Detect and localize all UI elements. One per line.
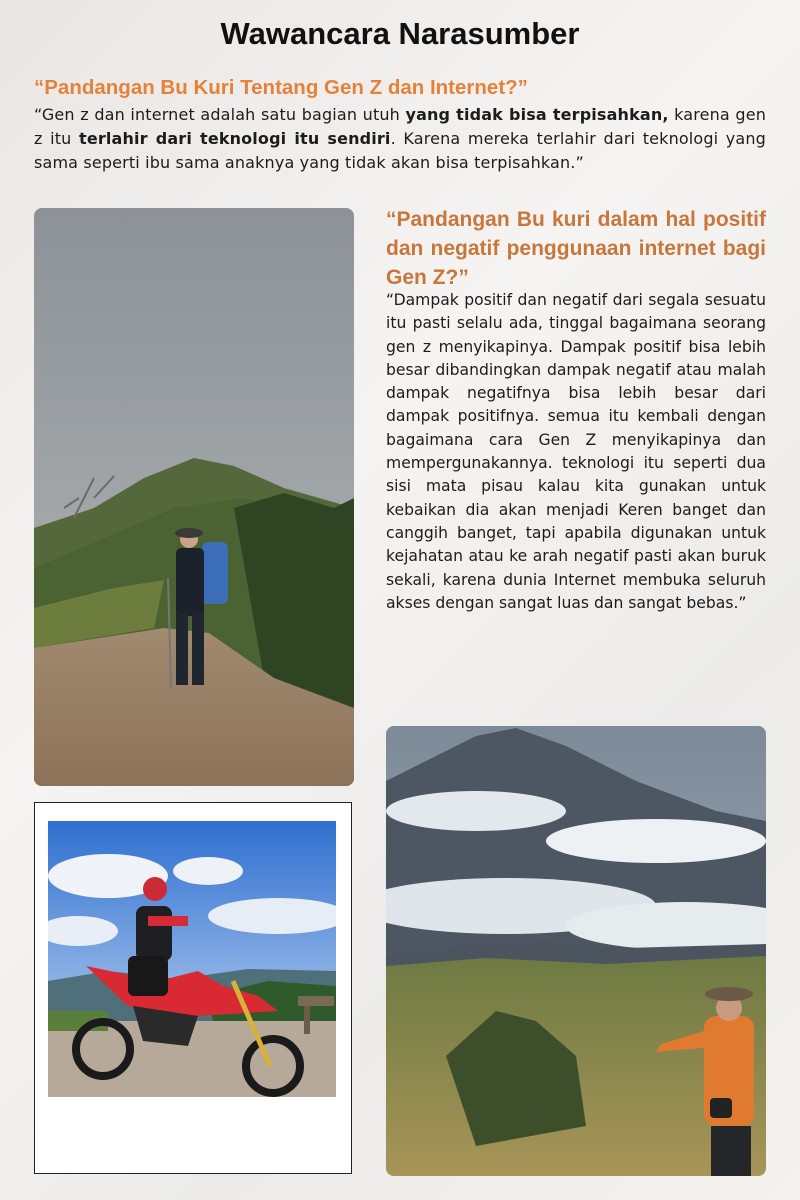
polaroid-frame	[34, 802, 352, 1174]
hiking-photo-misty-hill	[34, 208, 354, 786]
volcano-photo	[386, 726, 766, 1176]
motorbike-photo	[48, 821, 336, 1097]
answer-text: . Karena mereka terlahir dari teknologi yang sama seperti ibu sama anaknya yang tidak akan bisa terpisahkan.”	[34, 129, 766, 172]
answer-text: karena gen z itu	[34, 105, 766, 148]
answer-bold-text: terlahir dari teknologi itu sendiri	[79, 129, 391, 148]
answer-paragraph-positive-negative: “Dampak positif dan negatif dari segala sesuatu itu pasti selalu ada, tinggal bagaimana seorang gen z menyikapinya. Dampak positif bisa lebih besar dibandingkan dampak negatif atau malah dampak negatifnya bisa lebih besar dari dampak positifnya. semua itu kembali dengan bagaimana cara Gen Z menyikapinya dan mempergunakannya. teknologi itu seperti dua sisi mata pisau kalau kita gunakan untuk kebaikan dia akan menjadi Keren banget dan canggih banget, tapi apabila digunakan untuk kejahatan atau ke arah negatif pasti akan buruk sekali, karena dunia Internet membuka seluruh akses dengan sangat luas dan sangat bebas.”	[386, 291, 766, 612]
answer-paragraph-gen-z-internet	[34, 103, 766, 175]
question-heading-gen-z-internet: “Pandangan Bu Kuri Tentang Gen Z dan Internet?”	[34, 76, 528, 99]
question-heading-positive-negative: “Pandangan Bu kuri dalam hal positif dan negatif penggunaan internet bagi Gen Z?”	[386, 208, 766, 289]
answer-text: “Gen z dan internet adalah satu bagian utuh	[34, 105, 406, 124]
answer-bold-text: yang tidak bisa terpisahkan,	[405, 105, 669, 124]
page-title: Wawancara Narasumber	[220, 16, 580, 51]
